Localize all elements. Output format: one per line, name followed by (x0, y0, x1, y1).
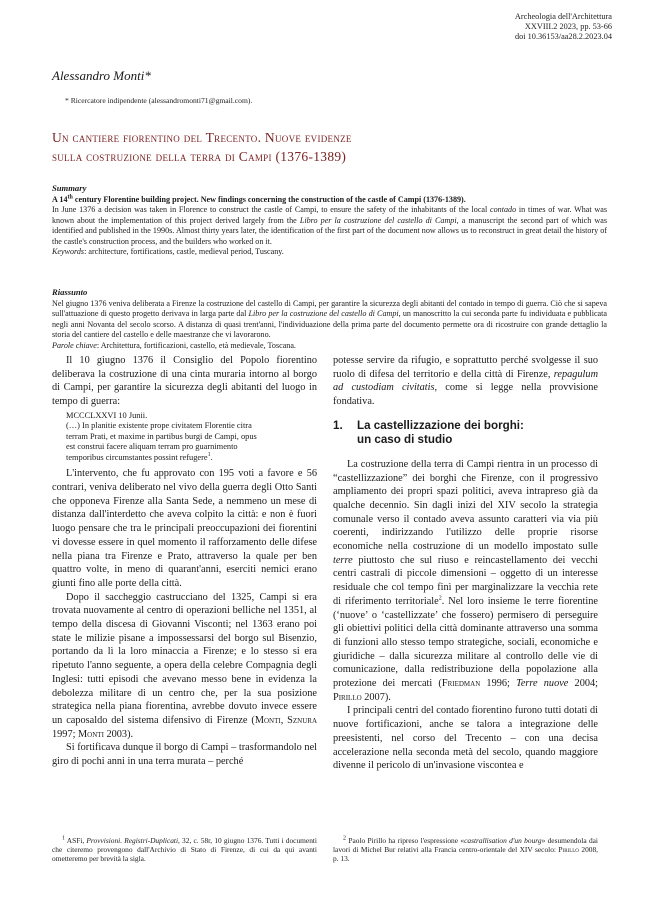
footnote-ref-1[interactable]: 1 (207, 452, 211, 459)
paragraph: L'intervento, che fu approvato con 195 voti a favore e 56 contrari, veniva deliberato nel vivo della guerra degli Otto Santi che opponeva Firenze alla Santa Sede, a nemmeno un mese di distanza dall'interdetto che aveva colpito la città: e non è fuori luogo pensare che tra le principali preoccupazioni dei fiorentini vi dovesse essere in quel momento il rafforzamento delle difese nella piana tra Firenze e Prato, attraverso la quale per ben quattro volte, in meno di quarant'anni, eserciti nemici erano giunti fino alle porte della città. (52, 468, 317, 589)
summary-heading: Summary (52, 183, 87, 193)
title-line-2: sulla costruzione della terra di Campi (1376-1389) (52, 149, 347, 164)
footnote-2: $^2$ Paolo Pirillo ha ripreso l'espressione «castrallisation d'un bourg» desumendola dai lavori di Michel Bur relativi alla Francia centro-orientale del XIV secolo: Pirillo 2008, p. 13. (333, 835, 598, 864)
riassunto-block (52, 299, 607, 351)
section-heading (333, 419, 598, 448)
paragraph: potesse servire da rifugio, e soprattutto perché svolgesse il suo ruolo di difesa del territorio e della città di Firenze, repagulum ad custodiam civitatis, come si legge nella provvisione fondativa. (333, 355, 598, 408)
author-affiliation: * Ricercatore indipendente (alessandromonti71@gmail.com). (65, 96, 253, 105)
paragraph: I principali centri del contado fiorentino furono tutti dotati di nuove fortificazioni, anche se talora a integrazione delle preesistenti, nel corso del Trecento – con una decisa accelerazione nella seconda metà del secolo, quando maggiore divenne il pericolo di un'invasione viscontea e (333, 705, 598, 772)
summary-text: In June 1376 a decision was taken in Florence to construct the castle of Campi, to ensure the safety of the inhabitants of the local contado in times of war. What was known about the implementation of this project derived largely from the Libro per la costruzione del castello di Campi, a manuscript the second part of which was identified and published in the 1990s. Almost thirty years later, the identification of the first part of the document now allows us to reconstruct in great detail the history of the castle's construction process, and the builders who worked on it. (52, 205, 607, 246)
riassunto-text: Nel giugno 1376 veniva deliberata a Firenze la costruzione del castello di Campi, per garantire la sicurezza degli abitanti del contado in tempo di guerra. Ciò che si sapeva sull'attuazione di questo progetto derivava in larga parte dal Libro per la costruzione del castello di Campi, un manoscritto la cui seconda parte fu individuata e pubblicata negli anni Novanta del secolo scorso. A distanza di quasi trent'anni, l'individuazione della prima parte del documento permette ora di ricostruire con grande dettaglio la storia del cantiere del castello e delle maestranze che vi lavorarono. (52, 299, 607, 340)
title-line-1: Un cantiere fiorentino del Trecento. Nuove evidenze (52, 130, 352, 145)
paragraph: Si fortificava dunque il borgo di Campi – trasformandolo nel giro di pochi anni in una terra murata – perché (52, 742, 317, 768)
paragraph: Dopo il saccheggio castrucciano del 1325, Campi si era trovata nuovamente al centro di operazioni belliche nel 1351, al tempo della discesa di Giovanni Visconti; nel 1363 erano poi state le milizie pisane a impossessarsi del borgo sul Bisenzio, portando da lì la loro minaccia a Firenze; e lo stesso si era ripetuto l'anno seguente, a opera della celebre Compagnia degli Inglesi: tutti episodi che avevano messo bene in evidenza la debolezza militare di un centro che, per la sua posizione strategica nella piana fiorentina, avrebbe dovuto invece essere un caposaldo del sistema difensivo di Firenze (Monti, Sznura 1997; Monti 2003). (52, 591, 318, 740)
paragraph: La costruzione della terra di Campi rientra in un processo di “castellizzazione” dei borghi che Firenze, con il progressivo ampliamento dei propri spazi politici, aveva intrapreso già da qualche decennio. Sin dagli inizi del XIV secolo la strategia comunale verso il contado aveva assunto caratteri via via più coerenti, indirizzando l'utilizzo delle proprie risorse economiche nella costruzione di un modello impostato sulle terre piuttosto che sul riuso e reincastellamento dei vecchi centri castrali di piccole dimensioni – oggetto di un interesse residuale che col tempo finì per marginalizzare la vecchia rete di riferimento territoriale$^2$. Nel loro insieme le terre fiorentine (‘nuove’ o ‘castellizzate’ che fossero) permisero di perseguire gli obiettivi politici della città dominante attraverso una somma di funzioni allo stesso tempo strategiche, sociali, economiche e giuridiche – dalla sicurezza militare al controllo delle vie di comunicazione, dalla redistribuzione della popolazione alla protezione dei mercati (Friedman 1996; Terre nuove 2004; Pirillo 2007). (333, 458, 598, 703)
riassunto-heading: Riassunto (52, 287, 88, 297)
journal-doi: doi 10.36153/aa28.2.2023.04 (514, 32, 612, 41)
section-number: 1. (333, 418, 343, 432)
paragraph: Il 10 giugno 1376 il Consiglio del Popolo fiorentino deliberava la costruzione di una cinta muraria intorno al borgo di Campi, per garantire la sicurezza degli abitanti del luogo in tempo di guerra: (52, 355, 317, 408)
footnote-ref-2[interactable]: 2 (438, 595, 442, 602)
author-name: Alessandro Monti* (52, 68, 151, 83)
section-title: La castellizzazione dei borghi: un caso di studio (357, 418, 524, 447)
riassunto-keywords: Parole chiave: Architettura, fortificazioni, castello, età medievale, Toscana. (52, 340, 296, 350)
footnote-1: $^1$ ASFi, Provvisioni. Registri-Duplicati, 32, c. 58r, 10 giugno 1376. Tutti i documenti che citeremo provengono dall'Archivio di Stato di Firenze, di cui da qui avanti ometteremo per brevità la sigla. (52, 835, 317, 864)
right-column (333, 354, 598, 773)
article-title (52, 128, 612, 166)
journal-name: Archeologia dell'Architettura (514, 12, 612, 21)
summary-block (52, 195, 607, 257)
latin-quote: MCCCLXXVI 10 Junii. (…) In planitie existente prope civitatem Florentie citra terram Prati, et maxime in partibus burgi de Campi, opus est construi facere aliquam terram pro guarnimento temporibus circumstantes possint refugere$^1$. (66, 410, 257, 462)
left-column (52, 354, 317, 769)
running-header (515, 12, 612, 42)
journal-issue: XXVIII.2 2023, pp. 53-66 (524, 22, 612, 31)
summary-keywords: Keywords: architecture, fortifications, castle, medieval period, Tuscany. (52, 247, 284, 257)
summary-title: A 14th century Florentine building project. New findings concerning the construction of the castle of Campi (1376-1389). (52, 194, 466, 204)
